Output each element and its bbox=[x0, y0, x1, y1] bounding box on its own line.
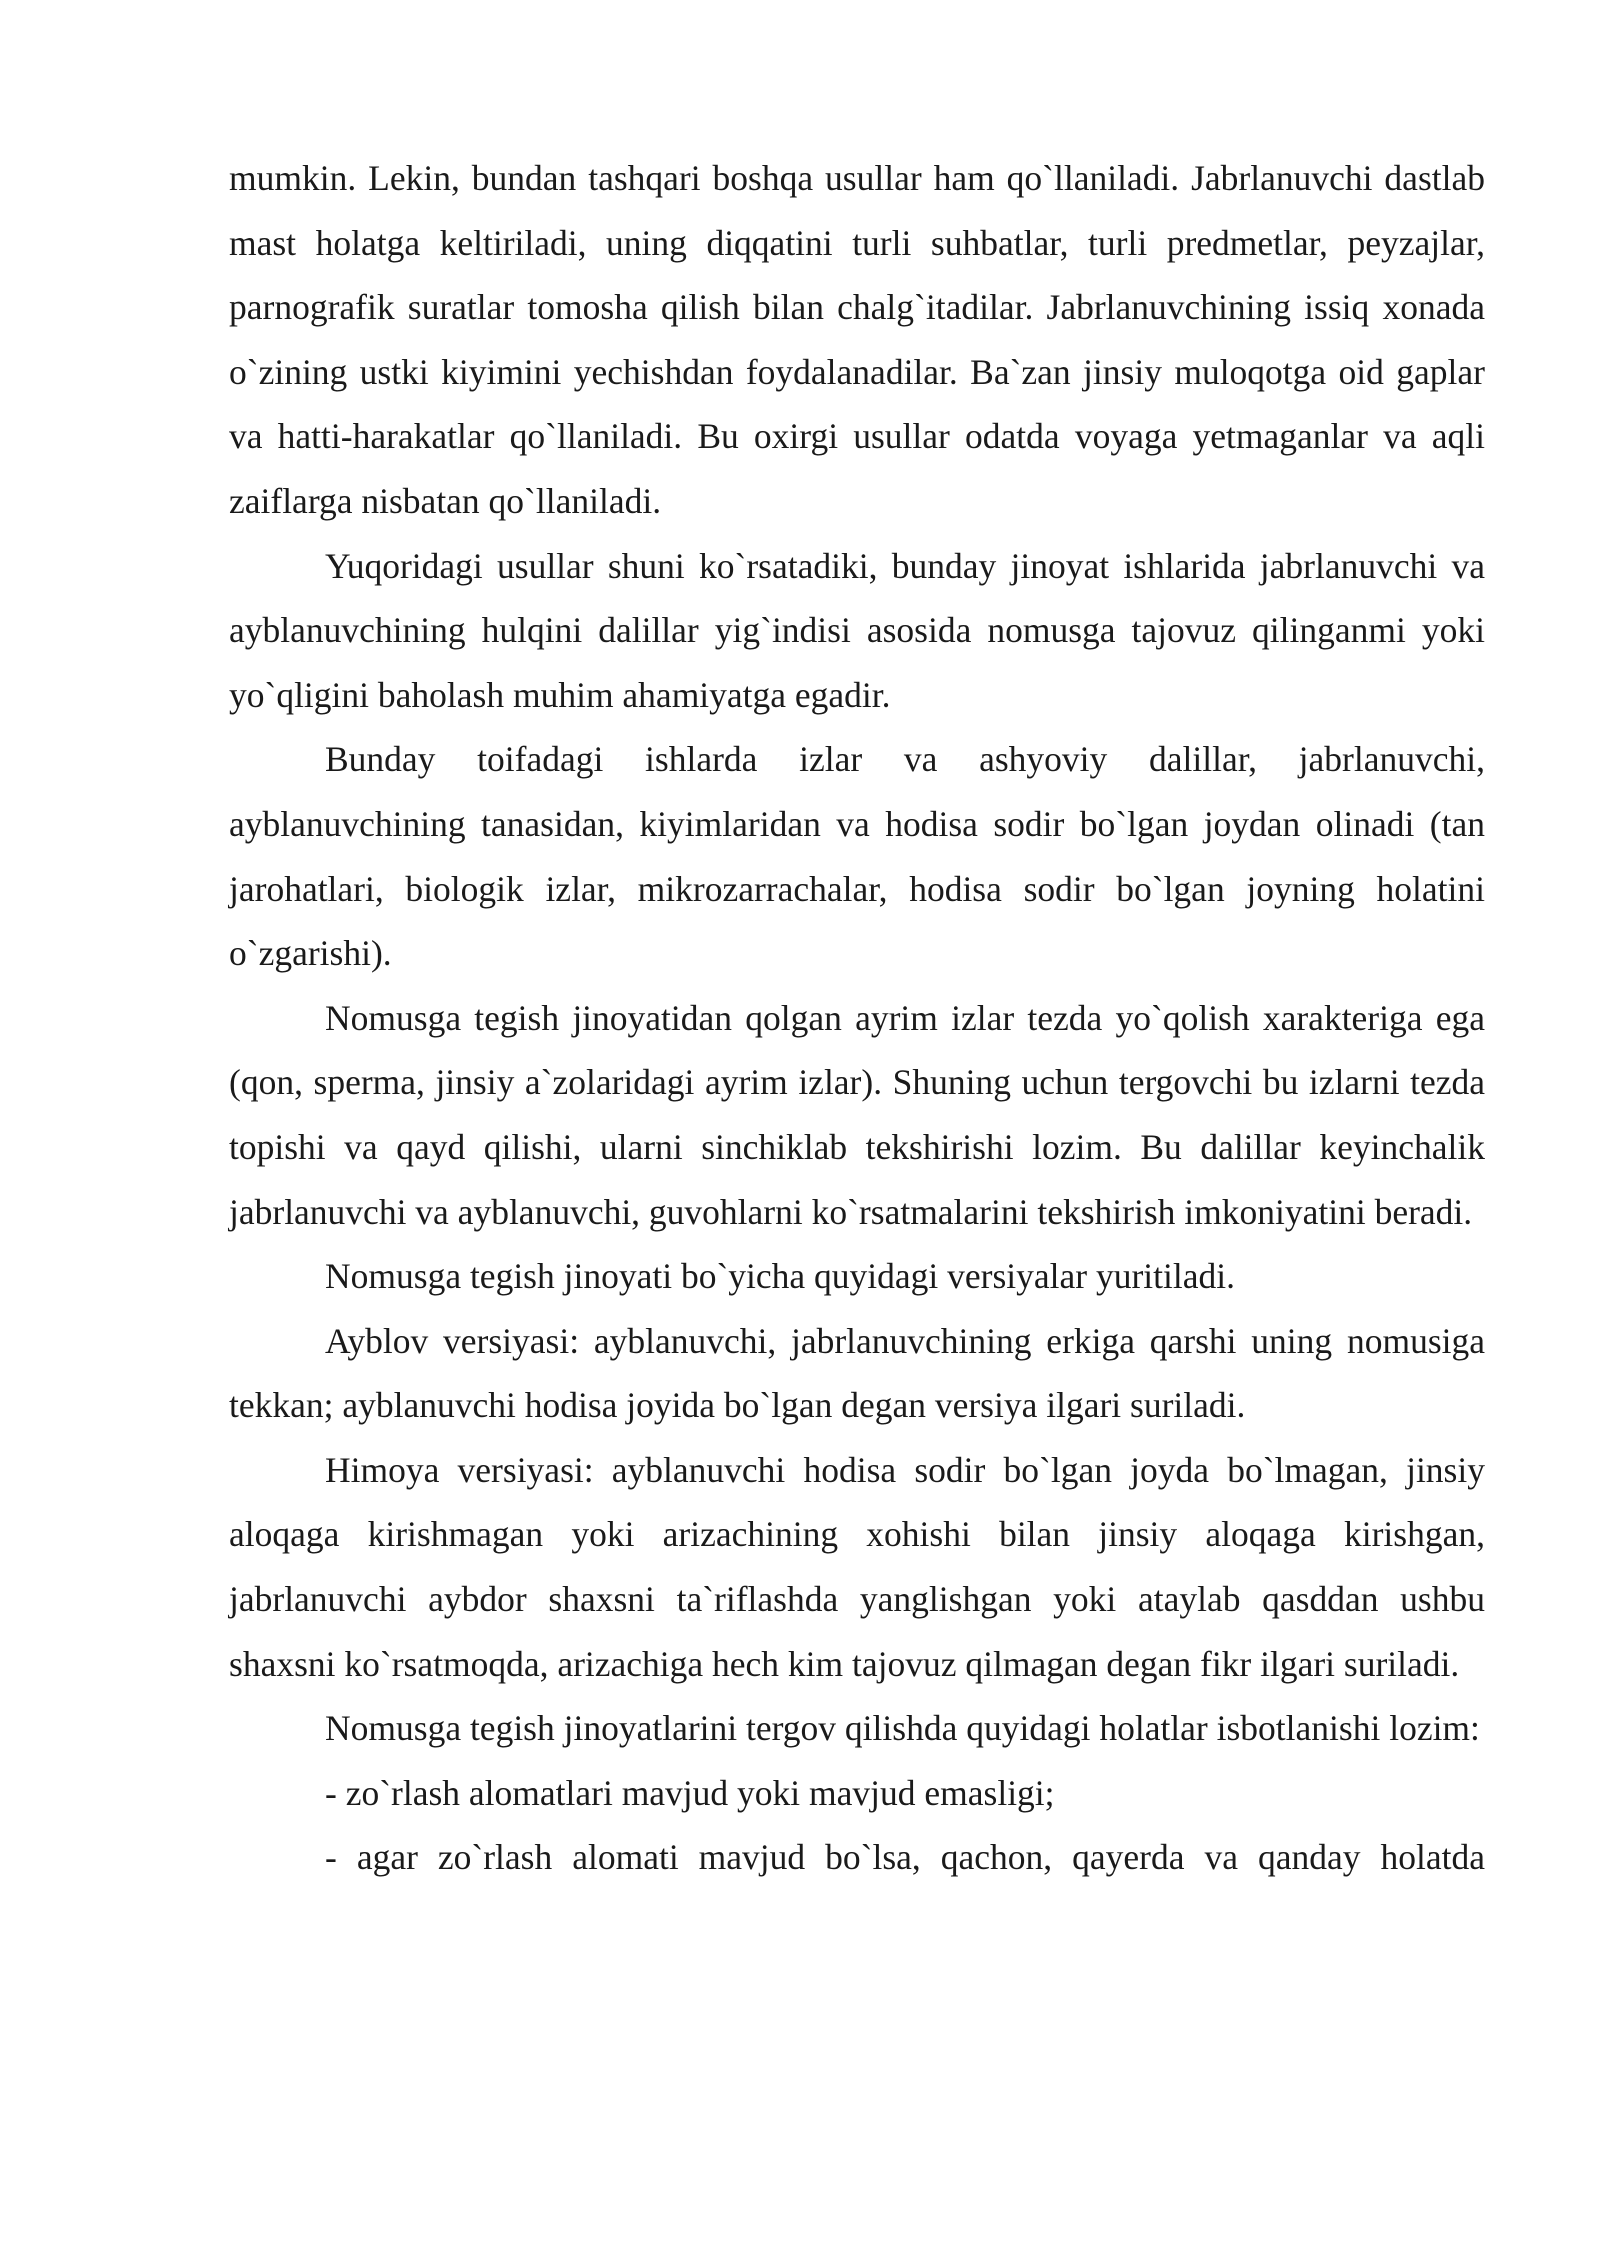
paragraph-methods-assessment: Yuqoridagi usullar shuni ko`rsatadiki, bunday jinoyat ishlarida jabrlanuvchi va ayblanuvchining hulqini dalillar yig`indisi asosida nomusga tajovuz qilinganmi yoki yo`qligini baholash muhim ahamiyatga egadir. bbox=[229, 545, 1485, 715]
paragraph-circumstances-to-prove: Nomusga tegish jinoyatlarini tergov qilishda quyidagi holatlar isbotlanishi lozim: bbox=[325, 1708, 1480, 1749]
paragraph-perishable-traces: Nomusga tegish jinoyatidan qolgan ayrim izlar tezda yo`qolish xarakteriga ega (qon, sperma, jinsiy a`zolaridagi ayrim izlar). Shuning uchun tergovchi bu izlarni tezda topishi va qayd qilishi, ularni sinchiklab tekshirishi lozim. Bu dalillar keyinchalik jabrlanuvchi va ayblanuvchi, guvohlarni ko`rsatmalarini tekshirish imkoniyatini beradi. bbox=[229, 997, 1485, 1232]
paragraph-physical-evidence: Bunday toifadagi ishlarda izlar va ashyoviy dalillar, jabrlanuvchi, ayblanuvchining tanasidan, kiyimlaridan va hodisa sodir bo`lgan joydan olinadi (tan jarohatlari, biologik izlar, mikrozarrachalar, hodisa sodir bo`lgan joyning holatini o`zgarishi). bbox=[229, 739, 1485, 974]
list-item-signs-present: - zo`rlash alomatlari mavjud yoki mavjud emasligi; bbox=[325, 1772, 1055, 1813]
paragraph-versions-intro: Nomusga tegish jinoyati bo`yicha quyidagi versiyalar yuritiladi. bbox=[325, 1256, 1235, 1297]
document-body bbox=[229, 146, 1485, 1890]
list-item-when-where-how: - agar zo`rlash alomati mavjud bo`lsa, qachon, qayerda va qanday holatda bbox=[325, 1837, 1485, 1878]
paragraph-defense-version: Himoya versiyasi: ayblanuvchi hodisa sodir bo`lgan joyda bo`lmagan, jinsiy aloqaga kirishmagan yoki arizachining xohishi bilan jinsiy aloqaga kirishgan, jabrlanuvchi aybdor shaxsni ta`riflashda yanglishgan yoki ataylab qasddan ushbu shaxsni ko`rsatmoqda, arizachiga hech kim tajovuz qilmagan degan fikr ilgari suriladi. bbox=[229, 1449, 1485, 1684]
paragraph-continuation: mumkin. Lekin, bundan tashqari boshqa usullar ham qo`llaniladi. Jabrlanuvchi dastlab mast holatga keltiriladi, uning diqqatini turli suhbatlar, turli predmetlar, peyzajlar, parnografik suratlar tomosha qilish bilan chalg`itadilar. Jabrlanuvchining issiq xonada o`zining ustki kiyimini yechishdan foydalanadilar. Ba`zan jinsiy muloqotga oid gaplar va hatti-harakatlar qo`llaniladi. Bu oxirgi usullar odatda voyaga yetmaganlar va aqli zaiflarga nisbatan qo`llaniladi. bbox=[229, 158, 1485, 521]
paragraph-prosecution-version: Ayblov versiyasi: ayblanuvchi, jabrlanuvchining erkiga qarshi uning nomusiga tekkan; ayblanuvchi hodisa joyida bo`lgan degan versiya ilgari suriladi. bbox=[229, 1320, 1485, 1426]
